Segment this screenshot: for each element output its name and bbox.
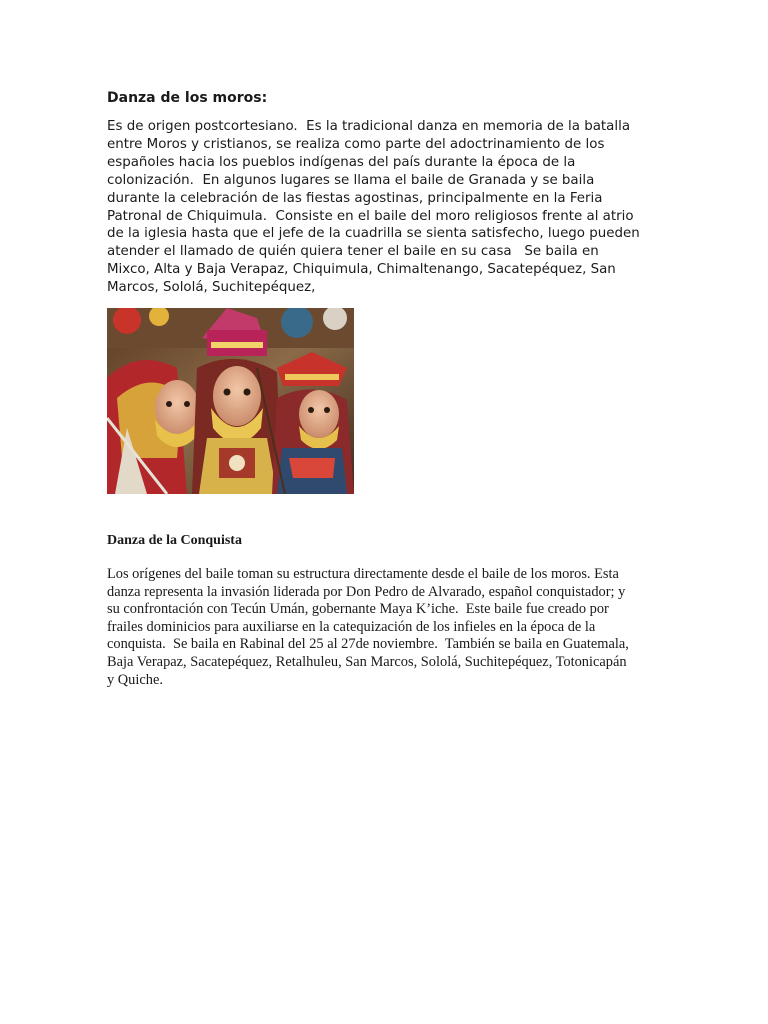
paragraph-line: Los orígenes del baile toman su estructura directamente desde el baile de los moros. Esta	[107, 566, 619, 582]
section-paragraph-conquista	[107, 566, 667, 689]
paragraph-line: frailes dominicios para auxiliarse en la catequización de los infieles en la época de la	[107, 618, 596, 635]
paragraph-line: Es de origen postcortesiano. Es la tradicional danza en memoria de la batalla	[107, 119, 631, 134]
section-heading-conquista: Danza de la Conquista	[107, 533, 242, 548]
paragraph-line: atender el llamado de quién quiera tener el baile en su casa Se baila en	[107, 244, 599, 260]
paragraph-line: danza representa la invasión liderada por Don Pedro de Alvarado, español conquistador; y	[107, 583, 626, 600]
paragraph-line: Baja Verapaz, Sacatepéquez, Retalhuleu, San Marcos, Sololá, Suchitepéquez, Totonicapán	[107, 653, 627, 670]
paragraph-line: conquista. Se baila en Rabinal del 25 al 27de noviembre. También se baila en Guatemala,	[107, 636, 629, 653]
paragraph-line: y Quiche.	[107, 671, 163, 688]
paragraph-line: su confrontación con Tecún Umán, gobernante Maya K’iche. Este baile fue creado por	[107, 601, 609, 618]
section-heading-moros: Danza de los moros:	[107, 90, 268, 106]
dancers-photo-graphic	[107, 308, 354, 494]
paragraph-line: Mixco, Alta y Baja Verapaz, Chiquimula, Chimaltenango, Sacatepéquez, San	[107, 262, 616, 278]
section-paragraph-moros	[107, 118, 667, 297]
dancers-photo	[107, 308, 354, 494]
paragraph-line: de la iglesia hasta que el jefe de la cuadrilla se sienta satisfecho, luego pueden	[107, 226, 640, 242]
paragraph-line: durante la celebración de las fiestas agostinas, principalmente en la Feria	[107, 190, 603, 206]
paragraph-line: colonización. En algunos lugares se llama el baile de Granada y se baila	[107, 172, 595, 188]
paragraph-line: españoles hacia los pueblos indígenas del país durante la época de la	[107, 154, 576, 170]
paragraph-line: entre Moros y cristianos, se realiza como parte del adoctrinamiento de los	[107, 136, 605, 152]
paragraph-line: Patronal de Chiquimula. Consiste en el baile del moro religiosos frente al atrio	[107, 208, 634, 224]
paragraph-line: Marcos, Sololá, Suchitepéquez,	[107, 280, 316, 296]
